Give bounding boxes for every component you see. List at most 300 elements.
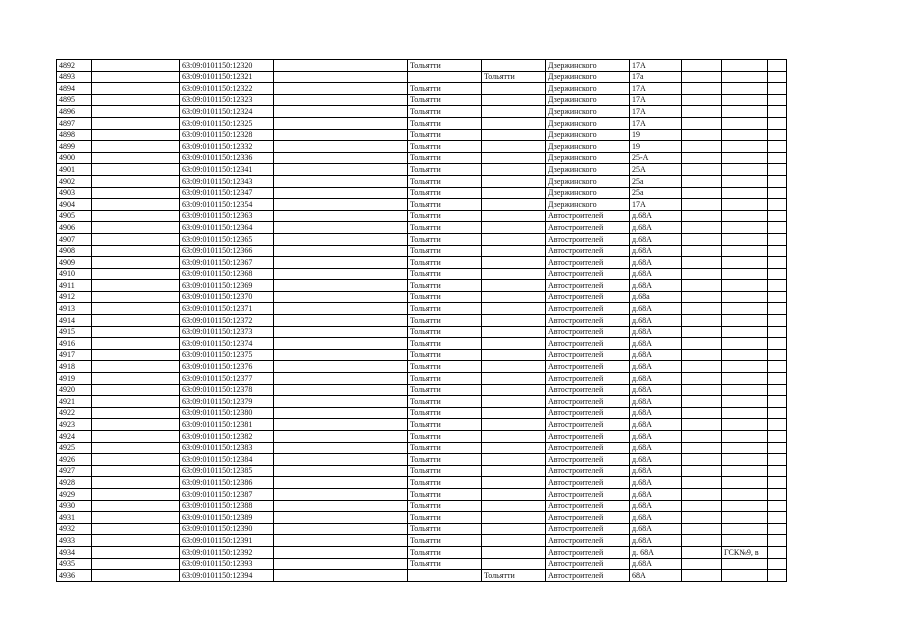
empty-cell [768, 187, 787, 199]
note-cell [722, 117, 768, 129]
empty-cell [682, 152, 722, 164]
empty-cell [92, 431, 180, 443]
empty-cell [274, 384, 408, 396]
empty-cell [274, 326, 408, 338]
city-cell: Тольятти [408, 326, 482, 338]
note-cell [722, 129, 768, 141]
empty-cell [92, 175, 180, 187]
cadastral-number: 63:09:0101150:12332 [180, 141, 274, 153]
empty-cell [768, 326, 787, 338]
table-row [57, 384, 787, 396]
empty-cell [768, 60, 787, 72]
row-number: 4909 [57, 257, 92, 269]
empty-cell [92, 117, 180, 129]
empty-cell [768, 152, 787, 164]
empty-cell [768, 349, 787, 361]
empty-cell [274, 500, 408, 512]
city-alt-cell [482, 257, 546, 269]
cadastral-number: 63:09:0101150:12394 [180, 570, 274, 582]
cadastral-number: 63:09:0101150:12364 [180, 222, 274, 234]
city-cell: Тольятти [408, 465, 482, 477]
cadastral-number: 63:09:0101150:12380 [180, 407, 274, 419]
house-cell: д.68А [630, 454, 682, 466]
empty-cell [274, 175, 408, 187]
street-cell: Дзержинского [546, 152, 630, 164]
note-cell [722, 233, 768, 245]
empty-cell [92, 454, 180, 466]
cadastral-number: 63:09:0101150:12379 [180, 396, 274, 408]
row-number: 4923 [57, 419, 92, 431]
house-cell: д.68А [630, 268, 682, 280]
street-cell: Дзержинского [546, 187, 630, 199]
empty-cell [274, 431, 408, 443]
city-cell [408, 71, 482, 83]
empty-cell [682, 570, 722, 582]
empty-cell [274, 512, 408, 524]
row-number: 4894 [57, 83, 92, 95]
empty-cell [274, 338, 408, 350]
empty-cell [92, 291, 180, 303]
row-number: 4914 [57, 315, 92, 327]
empty-cell [92, 488, 180, 500]
street-cell: Автостроителей [546, 442, 630, 454]
house-cell: 19 [630, 141, 682, 153]
city-alt-cell [482, 523, 546, 535]
table-row [57, 431, 787, 443]
house-cell: д.68А [630, 210, 682, 222]
empty-cell [274, 396, 408, 408]
city-cell: Тольятти [408, 106, 482, 118]
empty-cell [682, 535, 722, 547]
empty-cell [92, 384, 180, 396]
cadastral-number: 63:09:0101150:12389 [180, 512, 274, 524]
cadastral-number: 63:09:0101150:12392 [180, 546, 274, 558]
city-alt-cell [482, 187, 546, 199]
city-cell: Тольятти [408, 291, 482, 303]
city-alt-cell [482, 175, 546, 187]
city-cell: Тольятти [408, 546, 482, 558]
empty-cell [768, 512, 787, 524]
row-number: 4924 [57, 431, 92, 443]
empty-cell [682, 303, 722, 315]
note-cell: ГСК№9, в [722, 546, 768, 558]
note-cell [722, 152, 768, 164]
city-cell: Тольятти [408, 164, 482, 176]
house-cell: д. 68А [630, 546, 682, 558]
note-cell [722, 187, 768, 199]
street-cell: Автостроителей [546, 488, 630, 500]
empty-cell [682, 233, 722, 245]
house-cell: д.68А [630, 442, 682, 454]
note-cell [722, 361, 768, 373]
row-number: 4898 [57, 129, 92, 141]
empty-cell [768, 407, 787, 419]
empty-cell [274, 129, 408, 141]
table-row [57, 210, 787, 222]
empty-cell [768, 83, 787, 95]
cadastral-number: 63:09:0101150:12322 [180, 83, 274, 95]
row-number: 4911 [57, 280, 92, 292]
city-cell: Тольятти [408, 245, 482, 257]
street-cell: Дзержинского [546, 94, 630, 106]
empty-cell [274, 454, 408, 466]
cadastral-number: 63:09:0101150:12323 [180, 94, 274, 106]
street-cell: Дзержинского [546, 175, 630, 187]
street-cell: Автостроителей [546, 338, 630, 350]
cadastral-number: 63:09:0101150:12387 [180, 488, 274, 500]
empty-cell [682, 268, 722, 280]
empty-cell [274, 546, 408, 558]
street-cell: Дзержинского [546, 141, 630, 153]
table-row [57, 175, 787, 187]
note-cell [722, 570, 768, 582]
city-cell: Тольятти [408, 210, 482, 222]
empty-cell [92, 257, 180, 269]
table-row [57, 257, 787, 269]
city-alt-cell [482, 396, 546, 408]
row-number: 4896 [57, 106, 92, 118]
cadastral-number: 63:09:0101150:12377 [180, 373, 274, 385]
empty-cell [682, 187, 722, 199]
empty-cell [92, 373, 180, 385]
city-alt-cell [482, 280, 546, 292]
city-alt-cell [482, 558, 546, 570]
table-row [57, 83, 787, 95]
empty-cell [682, 384, 722, 396]
cadastral-number: 63:09:0101150:12365 [180, 233, 274, 245]
street-cell: Автостроителей [546, 396, 630, 408]
table-row [57, 512, 787, 524]
cadastral-number: 63:09:0101150:12373 [180, 326, 274, 338]
empty-cell [274, 523, 408, 535]
city-alt-cell [482, 268, 546, 280]
empty-cell [274, 442, 408, 454]
house-cell: д.68А [630, 396, 682, 408]
street-cell: Автостроителей [546, 326, 630, 338]
city-cell: Тольятти [408, 349, 482, 361]
empty-cell [768, 419, 787, 431]
city-alt-cell [482, 477, 546, 489]
table-row [57, 106, 787, 118]
table-row [57, 141, 787, 153]
empty-cell [768, 291, 787, 303]
house-cell: д.68А [630, 315, 682, 327]
empty-cell [682, 60, 722, 72]
empty-cell [92, 361, 180, 373]
street-cell: Автостроителей [546, 349, 630, 361]
table-row [57, 558, 787, 570]
empty-cell [682, 361, 722, 373]
cadastral-number: 63:09:0101150:12390 [180, 523, 274, 535]
city-alt-cell [482, 106, 546, 118]
row-number: 4899 [57, 141, 92, 153]
house-cell: д.68а [630, 291, 682, 303]
empty-cell [682, 315, 722, 327]
row-number: 4904 [57, 199, 92, 211]
note-cell [722, 291, 768, 303]
row-number: 4918 [57, 361, 92, 373]
cadastral-number: 63:09:0101150:12384 [180, 454, 274, 466]
street-cell: Автостроителей [546, 315, 630, 327]
empty-cell [92, 222, 180, 234]
empty-cell [768, 245, 787, 257]
note-cell [722, 384, 768, 396]
empty-cell [274, 349, 408, 361]
street-cell: Дзержинского [546, 199, 630, 211]
city-cell: Тольятти [408, 60, 482, 72]
street-cell: Автостроителей [546, 546, 630, 558]
table-row [57, 303, 787, 315]
street-cell: Автостроителей [546, 222, 630, 234]
street-cell: Автостроителей [546, 245, 630, 257]
empty-cell [682, 141, 722, 153]
empty-cell [768, 222, 787, 234]
table-row [57, 71, 787, 83]
city-alt-cell [482, 199, 546, 211]
city-alt-cell [482, 407, 546, 419]
note-cell [722, 523, 768, 535]
table-row [57, 222, 787, 234]
table-row [57, 454, 787, 466]
empty-cell [768, 268, 787, 280]
table-row [57, 117, 787, 129]
table-row [57, 396, 787, 408]
table-row [57, 523, 787, 535]
table-row [57, 268, 787, 280]
empty-cell [768, 141, 787, 153]
empty-cell [274, 141, 408, 153]
empty-cell [682, 454, 722, 466]
city-alt-cell [482, 315, 546, 327]
empty-cell [92, 396, 180, 408]
street-cell: Автостроителей [546, 431, 630, 443]
empty-cell [92, 349, 180, 361]
city-cell: Тольятти [408, 141, 482, 153]
note-cell [722, 373, 768, 385]
empty-cell [682, 257, 722, 269]
row-number: 4925 [57, 442, 92, 454]
house-cell: д.68А [630, 280, 682, 292]
street-cell: Дзержинского [546, 71, 630, 83]
empty-cell [92, 500, 180, 512]
city-cell: Тольятти [408, 535, 482, 547]
row-number: 4931 [57, 512, 92, 524]
table-row [57, 465, 787, 477]
table-row [57, 187, 787, 199]
empty-cell [768, 303, 787, 315]
city-cell: Тольятти [408, 94, 482, 106]
table-row [57, 326, 787, 338]
table-row [57, 199, 787, 211]
city-alt-cell [482, 326, 546, 338]
street-cell: Дзержинского [546, 129, 630, 141]
row-number: 4920 [57, 384, 92, 396]
empty-cell [768, 233, 787, 245]
street-cell: Автостроителей [546, 419, 630, 431]
empty-cell [274, 419, 408, 431]
empty-cell [92, 268, 180, 280]
row-number: 4907 [57, 233, 92, 245]
note-cell [722, 60, 768, 72]
row-number: 4892 [57, 60, 92, 72]
cadastral-number: 63:09:0101150:12367 [180, 257, 274, 269]
cadastral-number: 63:09:0101150:12369 [180, 280, 274, 292]
city-alt-cell [482, 512, 546, 524]
empty-cell [92, 152, 180, 164]
cadastral-number: 63:09:0101150:12368 [180, 268, 274, 280]
house-cell: д.68А [630, 512, 682, 524]
city-alt-cell [482, 454, 546, 466]
cadastral-number: 63:09:0101150:12376 [180, 361, 274, 373]
row-number: 4930 [57, 500, 92, 512]
note-cell [722, 396, 768, 408]
cadastral-number: 63:09:0101150:12393 [180, 558, 274, 570]
empty-cell [274, 570, 408, 582]
empty-cell [274, 280, 408, 292]
empty-cell [92, 523, 180, 535]
house-cell: д.68А [630, 431, 682, 443]
row-number: 4913 [57, 303, 92, 315]
empty-cell [682, 349, 722, 361]
house-cell: 25а [630, 187, 682, 199]
empty-cell [768, 175, 787, 187]
row-number: 4903 [57, 187, 92, 199]
empty-cell [682, 373, 722, 385]
house-cell: 25-А [630, 152, 682, 164]
empty-cell [768, 477, 787, 489]
note-cell [722, 477, 768, 489]
house-cell: д.68А [630, 407, 682, 419]
row-number: 4912 [57, 291, 92, 303]
empty-cell [92, 338, 180, 350]
note-cell [722, 164, 768, 176]
street-cell: Дзержинского [546, 164, 630, 176]
note-cell [722, 558, 768, 570]
note-cell [722, 83, 768, 95]
cadastral-number: 63:09:0101150:12363 [180, 210, 274, 222]
note-cell [722, 280, 768, 292]
empty-cell [274, 558, 408, 570]
city-alt-cell [482, 291, 546, 303]
note-cell [722, 512, 768, 524]
empty-cell [682, 245, 722, 257]
empty-cell [92, 129, 180, 141]
empty-cell [682, 280, 722, 292]
note-cell [722, 442, 768, 454]
empty-cell [274, 164, 408, 176]
empty-cell [768, 210, 787, 222]
city-cell: Тольятти [408, 500, 482, 512]
row-number: 4900 [57, 152, 92, 164]
street-cell: Автостроителей [546, 523, 630, 535]
street-cell: Дзержинского [546, 83, 630, 95]
row-number: 4905 [57, 210, 92, 222]
empty-cell [92, 477, 180, 489]
city-alt-cell [482, 303, 546, 315]
house-cell: д.68А [630, 349, 682, 361]
empty-cell [768, 199, 787, 211]
house-cell: д.68А [630, 326, 682, 338]
city-cell: Тольятти [408, 407, 482, 419]
city-alt-cell [482, 442, 546, 454]
empty-cell [274, 60, 408, 72]
street-cell: Автостроителей [546, 535, 630, 547]
city-cell: Тольятти [408, 558, 482, 570]
table-row [57, 164, 787, 176]
house-cell: 25а [630, 175, 682, 187]
empty-cell [682, 164, 722, 176]
city-cell: Тольятти [408, 488, 482, 500]
note-cell [722, 349, 768, 361]
empty-cell [768, 558, 787, 570]
empty-cell [92, 245, 180, 257]
empty-cell [92, 570, 180, 582]
cadastral-number: 63:09:0101150:12325 [180, 117, 274, 129]
note-cell [722, 535, 768, 547]
empty-cell [274, 187, 408, 199]
note-cell [722, 210, 768, 222]
empty-cell [92, 106, 180, 118]
table-row [57, 373, 787, 385]
note-cell [722, 175, 768, 187]
city-cell: Тольятти [408, 268, 482, 280]
empty-cell [92, 199, 180, 211]
note-cell [722, 500, 768, 512]
row-number: 4934 [57, 546, 92, 558]
empty-cell [274, 477, 408, 489]
empty-cell [768, 129, 787, 141]
city-cell: Тольятти [408, 280, 482, 292]
table-row [57, 488, 787, 500]
empty-cell [274, 303, 408, 315]
row-number: 4893 [57, 71, 92, 83]
city-alt-cell [482, 60, 546, 72]
house-cell: д.68А [630, 384, 682, 396]
city-alt-cell [482, 83, 546, 95]
city-cell: Тольятти [408, 431, 482, 443]
empty-cell [274, 373, 408, 385]
city-cell: Тольятти [408, 129, 482, 141]
empty-cell [92, 442, 180, 454]
house-cell: 17А [630, 117, 682, 129]
empty-cell [274, 106, 408, 118]
house-cell: д.68А [630, 233, 682, 245]
empty-cell [682, 465, 722, 477]
city-cell: Тольятти [408, 338, 482, 350]
empty-cell [682, 291, 722, 303]
note-cell [722, 407, 768, 419]
empty-cell [274, 407, 408, 419]
row-number: 4906 [57, 222, 92, 234]
house-cell: 19 [630, 129, 682, 141]
empty-cell [768, 117, 787, 129]
cadastral-number: 63:09:0101150:12336 [180, 152, 274, 164]
empty-cell [682, 94, 722, 106]
row-number: 4908 [57, 245, 92, 257]
cadastral-number: 63:09:0101150:12328 [180, 129, 274, 141]
row-number: 4902 [57, 175, 92, 187]
street-cell: Автостроителей [546, 373, 630, 385]
empty-cell [682, 512, 722, 524]
city-cell: Тольятти [408, 175, 482, 187]
empty-cell [682, 546, 722, 558]
city-cell [408, 570, 482, 582]
house-cell: д.68А [630, 500, 682, 512]
empty-cell [274, 233, 408, 245]
empty-cell [682, 175, 722, 187]
cadastral-number: 63:09:0101150:12386 [180, 477, 274, 489]
cadastral-number: 63:09:0101150:12375 [180, 349, 274, 361]
